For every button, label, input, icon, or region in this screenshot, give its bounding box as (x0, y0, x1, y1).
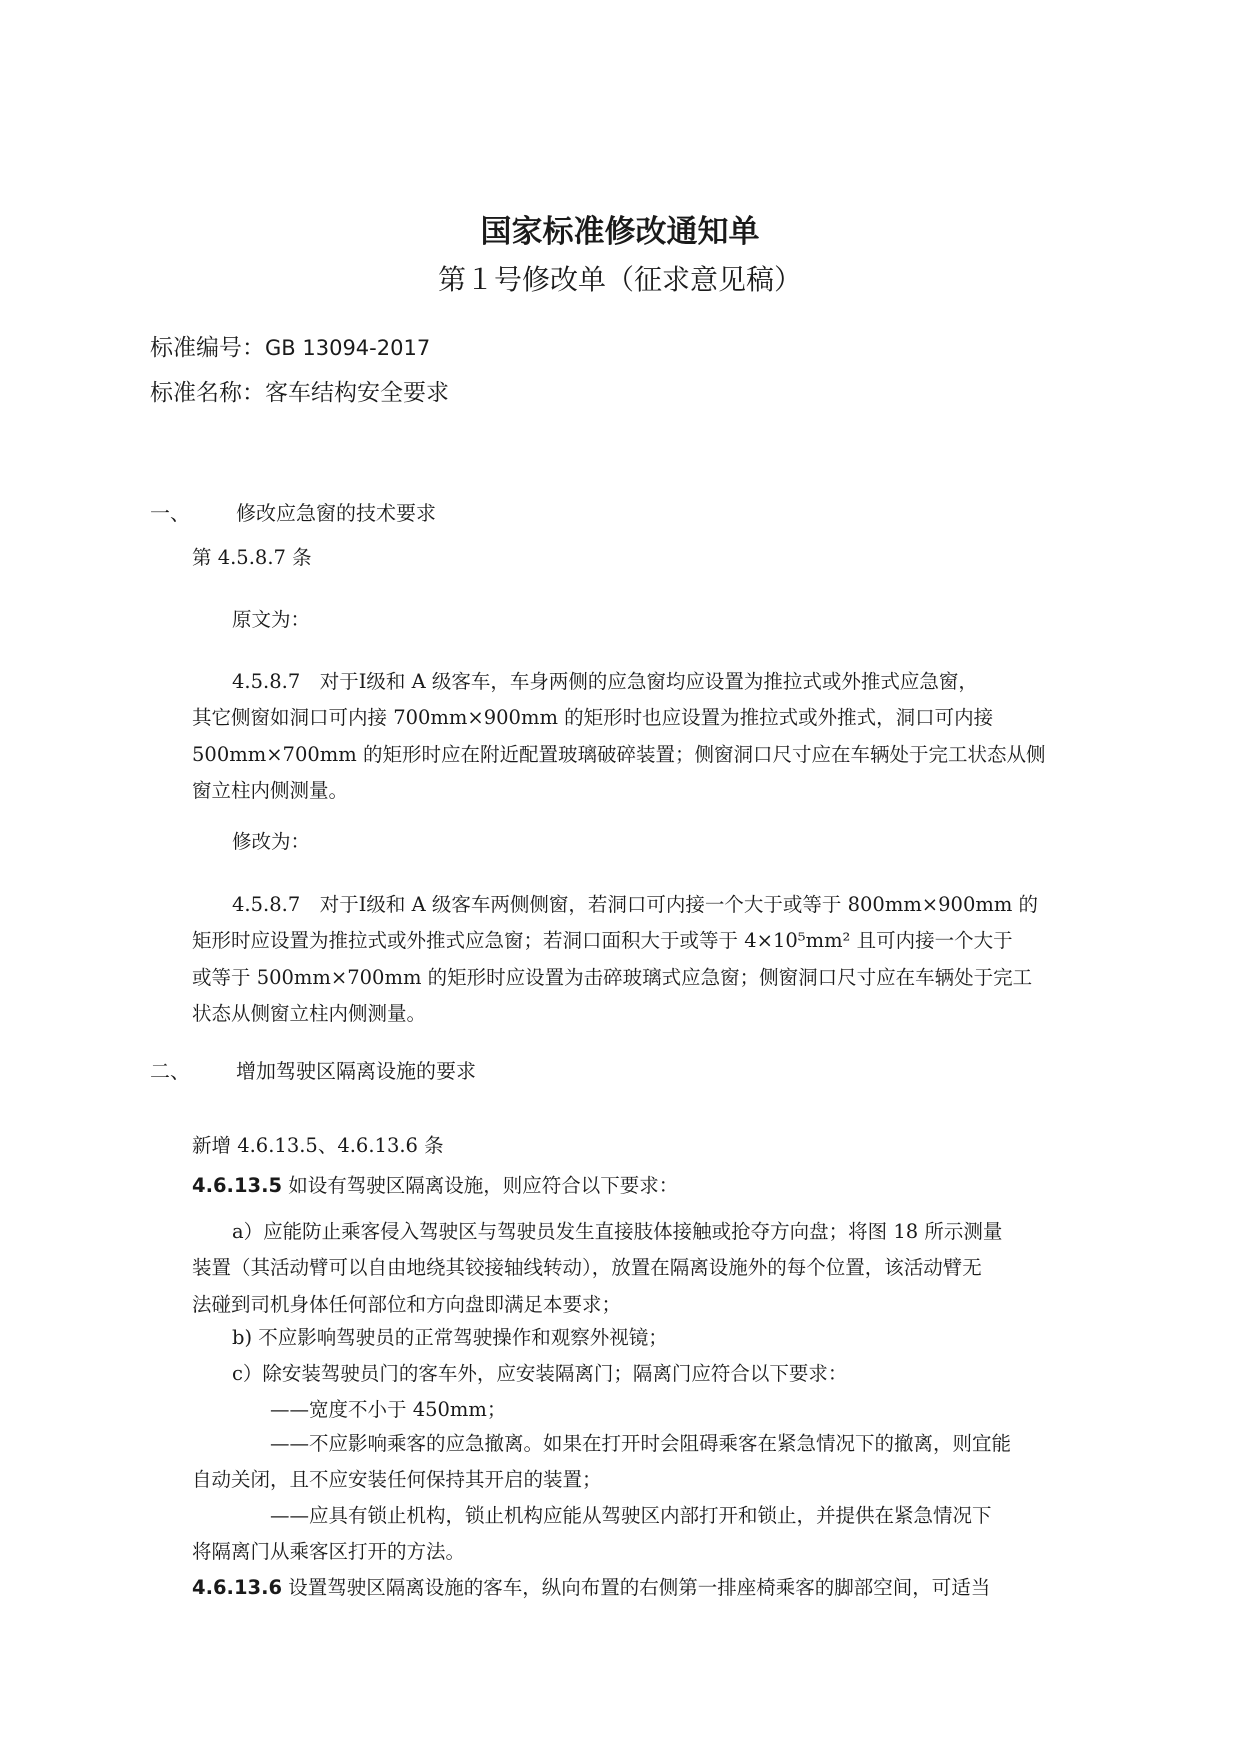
standard-number: GB 13094-2017 (265, 336, 431, 360)
article-reference: 第 4.5.8.7 条 (192, 546, 312, 569)
text-line: a）应能防止乘客侵入驾驶区与驾驶员发生直接肢体接触或抢夺方向盘；将图 18 所示测量 (232, 1220, 1003, 1243)
section-number: 二、 (150, 1059, 190, 1083)
modified-label: 修改为： (232, 830, 311, 853)
standard-name: 客车结构安全要求 (265, 380, 449, 406)
clause-4-6-13-6 (192, 1572, 990, 1600)
section-title: 修改应急窗的技术要求 (236, 501, 436, 525)
text-line: 其它侧窗如洞口可内接 700mm×900mm 的矩形时也应设置为推拉式或外推式，洞口可内接 (192, 706, 994, 730)
original-label: 原文为： (232, 608, 311, 631)
section-heading-2 (150, 1055, 476, 1084)
clause-text: 设置驾驶区隔离设施的客车，纵向布置的右侧第一排座椅乘客的脚部空间，可适当 (282, 1576, 991, 1599)
clause-number: 4.6.13.6 (192, 1576, 283, 1599)
text-line: 状态从侧窗立柱内侧测量。 (192, 1002, 427, 1026)
standard-name-line (150, 374, 449, 407)
text-line: ——不应影响乘客的应急撤离。如果在打开时会阻碍乘客在紧急情况下的撤离，则宜能 (270, 1432, 1012, 1455)
standard-number-label: 标准编号： (150, 335, 265, 361)
original-text (192, 664, 1090, 810)
text-line: 装置（其活动臂可以自由地绕其铰接轴线转动），放置在隔离设施外的每个位置，该活动臂无 (192, 1256, 982, 1280)
text-line: 自动关闭，且不应安装任何保持其开启的装置； (192, 1468, 602, 1492)
clause-text: 如设有驾驶区隔离设施，则应符合以下要求： (282, 1174, 679, 1197)
text-line: 4.5.8.7 对于Ⅰ级和 A 级客车，车身两侧的应急窗均应设置为推拉式或外推式应急窗， (232, 670, 978, 693)
dash-item-3 (192, 1498, 1090, 1571)
section-heading-1 (150, 497, 436, 526)
modified-text (192, 887, 1090, 1033)
text-line: 矩形时应设置为推拉式或外推式应急窗；若洞口面积大于或等于 4×10⁵mm² 且可内接一个大于 (192, 929, 1013, 953)
document-subtitle: 第１号修改单（征求意见稿） (437, 263, 802, 296)
section-title: 增加驾驶区隔离设施的要求 (236, 1059, 476, 1083)
item-b: b) 不应影响驾驶员的正常驾驶操作和观察外视镜； (232, 1326, 668, 1349)
section-number: 一、 (150, 501, 190, 525)
clause-number: 4.6.13.5 (192, 1174, 283, 1197)
text-line: 4.5.8.7 对于Ⅰ级和 A 级客车两侧侧窗，若洞口可内接一个大于或等于 800mm×900mm 的 (232, 893, 1039, 916)
clause-4-6-13-5 (192, 1170, 678, 1198)
text-line: 将隔离门从乘客区打开的方法。 (192, 1540, 466, 1564)
dash-item-1: ——宽度不小于 450mm； (270, 1398, 507, 1421)
item-a (192, 1214, 1090, 1323)
item-c: c）除安装驾驶员门的客车外，应安装隔离门；隔离门应符合以下要求： (232, 1362, 848, 1385)
text-line: ——应具有锁止机构，锁止机构应能从驾驶区内部打开和锁止，并提供在紧急情况下 (270, 1504, 992, 1527)
text-line: 500mm×700mm 的矩形时应在附近配置玻璃破碎装置；侧窗洞口尺寸应在车辆处于完工状态从侧 (192, 742, 1046, 766)
dash-item-2 (192, 1426, 1090, 1499)
article-reference: 新增 4.6.13.5、4.6.13.6 条 (192, 1134, 444, 1157)
text-line: 法碰到司机身体任何部位和方向盘即满足本要求； (192, 1292, 622, 1316)
document-title: 国家标准修改通知单 (480, 214, 760, 250)
standard-number-line (150, 329, 430, 362)
standard-name-label: 标准名称： (150, 380, 265, 406)
text-line: 或等于 500mm×700mm 的矩形时应设置为击碎玻璃式应急窗；侧窗洞口尺寸应在车辆处于完工 (192, 965, 1033, 989)
text-line: 窗立柱内侧测量。 (192, 779, 349, 803)
